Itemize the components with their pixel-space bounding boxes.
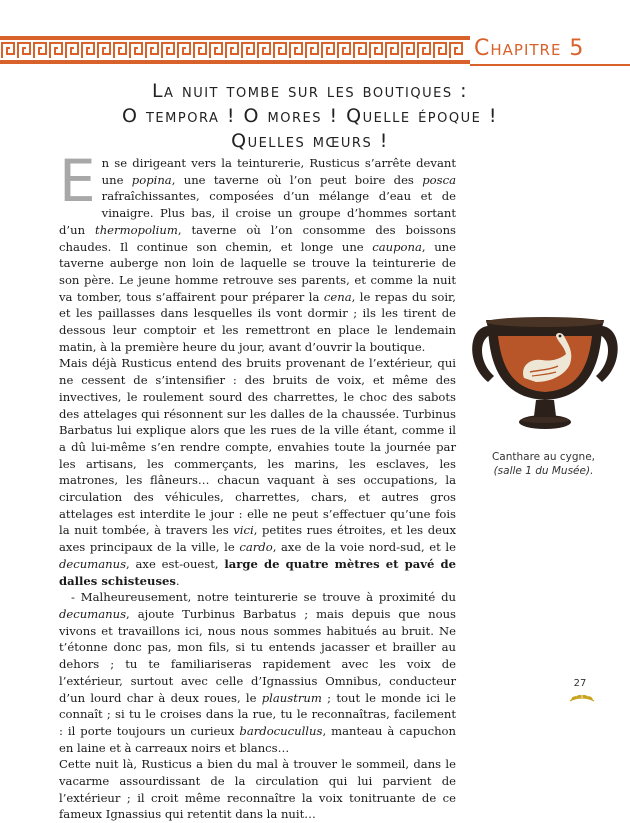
greek-key-border bbox=[0, 36, 470, 64]
kantharos-swan-image bbox=[466, 312, 624, 436]
paragraph-4 bbox=[59, 756, 456, 823]
latin-term: thermopolium bbox=[95, 222, 178, 237]
figure-caption bbox=[466, 450, 621, 478]
text-run: , ajoute Turbinus Barbatus ; mais depuis que nous vivons et travaillons ici, nous nous sommes habitués au bruit. Ne t’étonne donc pas, mon fils, si tu entends jacasser et brailler au dehors ; tu te familiariseras rapidement avec les voix de l’extérieur, surtout avec celle d’Ignassius Omnibus, conducteur d’un lourd char à deux roues, le bbox=[59, 606, 456, 705]
text-run: Cette nuit là, Rusticus a bien du mal à trouver le sommeil, dans le vacarme assourdissant de la circulation qui lui parvient de l’extérieur ; il croit même reconnaître la voix tonitruante de ce fameux Ignassius qui retentit dans la nuit… bbox=[59, 757, 456, 822]
latin-term: cardo bbox=[239, 540, 273, 555]
text-run: ; tout le monde ici le connaît ; si tu le croises dans la rue, tu le reconnaîtras, facilement : il porte toujours un curieux bbox=[59, 690, 456, 738]
chapter-underline bbox=[470, 64, 630, 66]
latin-term: decumanus bbox=[59, 556, 127, 571]
text-run: , petites rues étroites, et les deux axes principaux de la ville, le bbox=[59, 523, 456, 555]
text-run: n se dirigeant vers la teinturerie, Rusticus s’arrête devant une bbox=[101, 156, 456, 187]
emphasis-text: large de quatre mètres et pavé de dalles schisteuses bbox=[59, 556, 456, 588]
page-title bbox=[90, 79, 530, 154]
drop-cap: E bbox=[59, 147, 96, 215]
title-line-3: Quelles mœurs ! bbox=[231, 130, 389, 152]
text-run: , une taverne auberge non loin de laquelle se trouve la teinturerie de son père. Le jeune homme retrouve ses parents, et comme la nuit va tomber, tous s’affairent pour préparer la bbox=[59, 239, 456, 304]
latin-term: plaustrum bbox=[261, 690, 322, 705]
text-run: , le repas du soir, et les paillasses dans lesquelles ils vont dormir ; ils les tirent de dessous leur comptoir et les remettront en place le lendemain matin, à la première heure du jour, avant d’ouvrir la boutique. bbox=[59, 289, 456, 354]
body-text bbox=[59, 147, 456, 823]
text-run: , manteau à capuchon en laine et à carreaux noirs et blancs… bbox=[59, 723, 456, 755]
paragraph-1 bbox=[59, 147, 456, 355]
caption-title: Canthare au cygne, bbox=[491, 451, 596, 463]
laurel-icon bbox=[566, 690, 598, 704]
latin-term: popina bbox=[131, 172, 172, 187]
text-run: . bbox=[175, 573, 180, 588]
title-line-2: O tempora ! O mores ! Quelle époque ! bbox=[122, 105, 498, 127]
latin-term: bardocucullus bbox=[239, 723, 323, 738]
paragraph-2 bbox=[59, 355, 456, 589]
paragraph-3 bbox=[59, 589, 456, 756]
latin-term: vici bbox=[233, 523, 254, 538]
text-run: rafraîchissantes, composées d’un mélange d’eau et de vinaigre. Plus bas, il croise un groupe d’hommes sortant d’un bbox=[59, 189, 456, 237]
text-run: , une taverne où l’on peut boire des bbox=[171, 172, 423, 187]
text-run: Mais déjà Rusticus entend des bruits provenant de l’extérieur, qui ne cessent de s’intensifier : des bruits de voix, et même des invectives, le roulement sourd des charrettes, le choc des sabots des attelages qui résonnent sur les dalles de la chaussée. Turbinus Barbatus lui explique alors que les rues de la ville étant, comme il a dû lui-même s’en rendre compte, envahies toute la journée par les artisans, les commerçants, les marins, les esclaves, les matrones, les flâneurs… chacun vaquant à ses occupations, la circulation des véhicules, charrettes, chars, et autres gros attelages est interdite le jour : elle ne peut s’effectuer qu’une fois la nuit tombée, à travers les bbox=[59, 356, 456, 538]
latin-term: posca bbox=[422, 172, 456, 187]
latin-term: caupona bbox=[372, 239, 422, 254]
text-run: - Malheureusement, notre teinturerie se trouve à proximité du bbox=[71, 590, 456, 605]
latin-term: decumanus bbox=[59, 606, 127, 621]
caption-location: (salle 1 du Musée). bbox=[493, 465, 594, 477]
chapter-label: Chapitre 5 bbox=[474, 36, 585, 61]
text-run: , axe de la voie nord-sud, et le bbox=[272, 540, 456, 555]
title-line-1: La nuit tombe sur les boutiques : bbox=[151, 80, 469, 102]
page-number: 27 bbox=[573, 678, 587, 689]
text-run: , taverne où l’on consomme des boissons chaudes. Il continue son chemin, et longe une bbox=[59, 222, 456, 254]
text-run: , axe est-ouest, bbox=[126, 556, 225, 571]
latin-term: cena bbox=[323, 289, 352, 304]
